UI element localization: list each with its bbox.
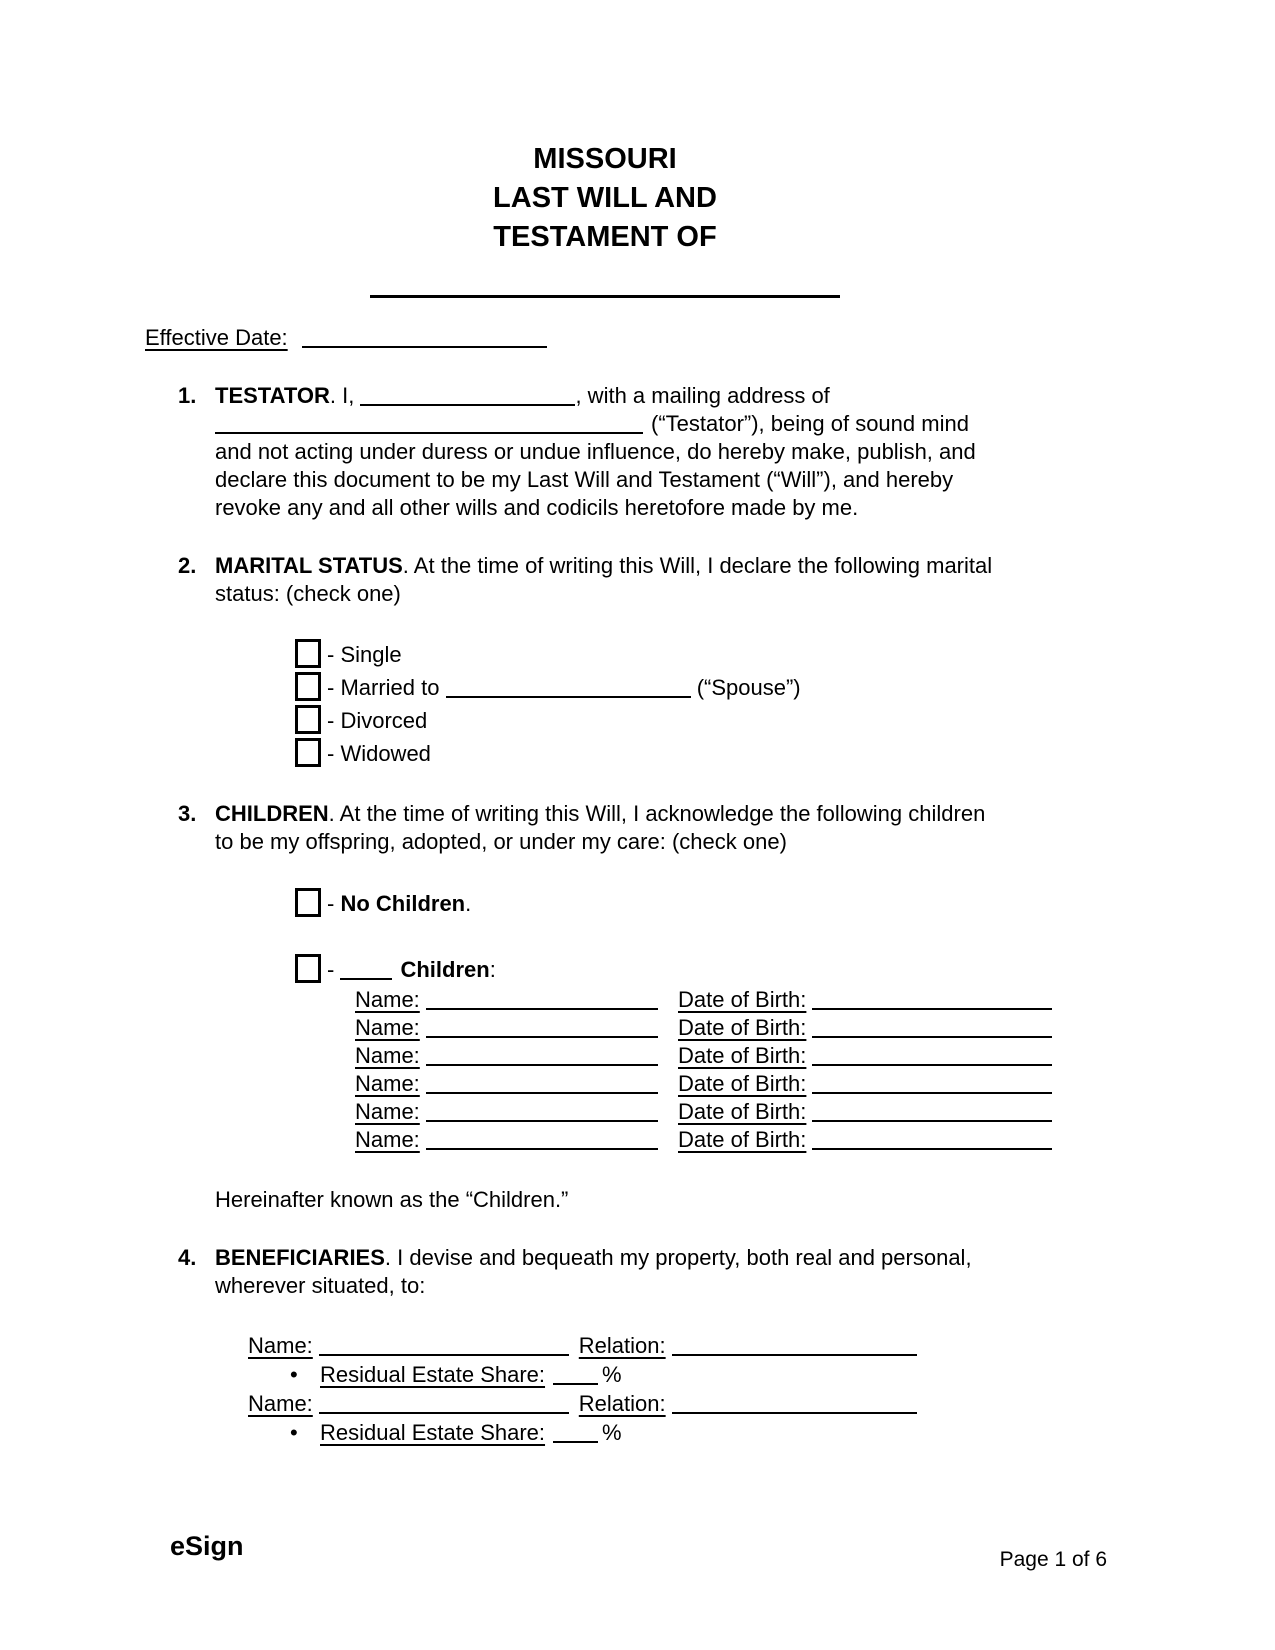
single-checkbox[interactable]: [295, 639, 321, 668]
no-children-label: No Children: [340, 891, 466, 916]
residual-share-label: Residual Estate Share:: [320, 1420, 546, 1445]
section-beneficiaries: [178, 1244, 1065, 1300]
spouse-name-blank-field[interactable]: [446, 677, 691, 698]
children-list: [355, 986, 1065, 1154]
beneficiary-name-label: Name:: [248, 1333, 313, 1358]
beneficiary-name-label: Name:: [248, 1391, 313, 1416]
beneficiary-relation-label: Relation:: [578, 1391, 666, 1416]
marital-option-divorced: [295, 704, 1065, 737]
child-dob-blank-field[interactable]: [812, 1045, 1052, 1066]
residual-share-blank-field[interactable]: [553, 1364, 598, 1385]
divorced-label: - Divorced: [327, 708, 428, 733]
children-text-2: to be my offspring, adopted, or under my care: (check one): [215, 829, 787, 854]
testator-name-blank-field[interactable]: [360, 385, 575, 406]
child-row: [355, 1014, 1065, 1042]
children-count-blank-field[interactable]: [340, 959, 392, 980]
bullet-icon: •: [290, 1362, 298, 1387]
marital-text-1: . At the time of writing this Will, I declare the following marital: [402, 553, 993, 578]
child-row: [355, 1070, 1065, 1098]
child-name-blank-field[interactable]: [426, 989, 658, 1010]
has-children-checkbox[interactable]: [295, 954, 321, 983]
child-dob-label: Date of Birth:: [678, 1071, 807, 1096]
no-children-option: [295, 888, 1065, 918]
married-checkbox[interactable]: [295, 672, 321, 701]
section-marital-heading: MARITAL STATUS: [215, 553, 403, 578]
testator-text-2: (“Testator”), being of sound mind: [651, 411, 969, 436]
page-number: Page 1 of 6: [999, 1548, 1107, 1571]
section-testator-heading: TESTATOR: [215, 383, 330, 408]
beneficiaries-text-1: . I devise and bequeath my property, both real and personal,: [384, 1245, 972, 1270]
section-beneficiaries-body: [215, 1244, 1065, 1300]
marital-status-options: [295, 638, 1065, 770]
testator-text-5: revoke any and all other wills and codicils heretofore made by me.: [215, 495, 859, 520]
child-row: [355, 1098, 1065, 1126]
residual-share-blank-field[interactable]: [553, 1422, 598, 1443]
child-name-blank-field[interactable]: [426, 1073, 658, 1094]
beneficiary-row: [248, 1332, 1065, 1361]
testator-text-1b: , with a mailing address of: [575, 383, 830, 408]
section-number: 1.: [178, 383, 197, 408]
child-name-label: Name:: [355, 1099, 420, 1124]
child-name-label: Name:: [355, 987, 420, 1012]
beneficiaries-text-2: wherever situated, to:: [215, 1273, 426, 1298]
marital-text-2: status: (check one): [215, 581, 401, 606]
has-children-label: Children: [400, 957, 490, 982]
child-name-label: Name:: [355, 1015, 420, 1040]
residual-share-label: Residual Estate Share:: [320, 1362, 546, 1387]
beneficiary-share-row: [290, 1361, 1065, 1390]
section-number: 3.: [178, 801, 197, 826]
section-number: 2.: [178, 553, 197, 578]
child-name-label: Name:: [355, 1071, 420, 1096]
title-line-1: MISSOURI: [533, 143, 677, 175]
section-marital-body: [215, 552, 1065, 608]
esign-logo: eSign: [170, 1531, 244, 1561]
no-children-dash: -: [327, 891, 341, 916]
section-beneficiaries-heading: BENEFICIARIES: [215, 1245, 385, 1270]
beneficiary-name-blank-field[interactable]: [319, 1335, 569, 1356]
child-name-label: Name:: [355, 1127, 420, 1152]
bullet-icon: •: [290, 1420, 298, 1445]
percent-sign: %: [602, 1420, 622, 1445]
has-children-dash: -: [327, 957, 341, 982]
beneficiary-name-blank-field[interactable]: [319, 1393, 569, 1414]
title-line-2: LAST WILL AND: [493, 182, 717, 214]
percent-sign: %: [602, 1362, 622, 1387]
section-testator-body: [215, 382, 1065, 522]
testator-name-blank-line[interactable]: [370, 295, 840, 298]
child-dob-blank-field[interactable]: [812, 1017, 1052, 1038]
marital-option-married: [295, 671, 1065, 704]
child-dob-label: Date of Birth:: [678, 1127, 807, 1152]
testator-text-4: declare this document to be my Last Will and Testament (“Will”), and hereby: [215, 467, 954, 492]
section-number: 4.: [178, 1245, 197, 1270]
beneficiary-row: [248, 1390, 1065, 1419]
child-dob-label: Date of Birth:: [678, 1099, 807, 1124]
document-title: [145, 140, 1065, 257]
beneficiary-relation-blank-field[interactable]: [672, 1393, 917, 1414]
testator-text-1a: . I,: [329, 383, 361, 408]
child-name-blank-field[interactable]: [426, 1101, 658, 1122]
divorced-checkbox[interactable]: [295, 705, 321, 734]
child-row: [355, 1042, 1065, 1070]
has-children-option: [295, 954, 1065, 984]
child-dob-blank-field[interactable]: [812, 1101, 1052, 1122]
beneficiary-relation-label: Relation:: [578, 1333, 666, 1358]
section-children-heading: CHILDREN: [215, 801, 329, 826]
beneficiary-share-row: [290, 1419, 1065, 1448]
child-name-blank-field[interactable]: [426, 1045, 658, 1066]
no-children-checkbox[interactable]: [295, 888, 321, 917]
beneficiary-relation-blank-field[interactable]: [672, 1335, 917, 1356]
child-row: [355, 986, 1065, 1014]
section-marital-status: [178, 552, 1065, 608]
widowed-checkbox[interactable]: [295, 738, 321, 767]
child-dob-blank-field[interactable]: [812, 989, 1052, 1010]
section-children-body: [215, 800, 1065, 856]
section-children: [178, 800, 1065, 856]
married-label-pre: - Married to: [327, 675, 446, 700]
widowed-label: - Widowed: [327, 741, 431, 766]
child-dob-blank-field[interactable]: [812, 1073, 1052, 1094]
child-dob-label: Date of Birth:: [678, 1015, 807, 1040]
beneficiaries-list: [248, 1332, 1065, 1448]
single-label: - Single: [327, 642, 402, 667]
section-testator: [178, 382, 1065, 522]
effective-date-row: [145, 324, 1065, 352]
no-children-period: .: [465, 891, 472, 916]
child-name-blank-field[interactable]: [426, 1017, 658, 1038]
marital-option-single: [295, 638, 1065, 671]
title-line-3: TESTAMENT OF: [493, 221, 717, 253]
child-name-label: Name:: [355, 1043, 420, 1068]
child-name-blank-field[interactable]: [426, 1129, 658, 1150]
child-dob-blank-field[interactable]: [812, 1129, 1052, 1150]
married-label-post: (“Spouse”): [690, 675, 801, 700]
has-children-colon: :: [489, 957, 496, 982]
child-dob-label: Date of Birth:: [678, 987, 807, 1012]
child-row: [355, 1126, 1065, 1154]
children-text-1: . At the time of writing this Will, I acknowledge the following children: [328, 801, 986, 826]
child-dob-label: Date of Birth:: [678, 1043, 807, 1068]
testator-address-blank-field[interactable]: [215, 413, 643, 434]
effective-date-blank-field[interactable]: [302, 327, 547, 348]
effective-date-label: Effective Date:: [145, 325, 288, 350]
marital-option-widowed: [295, 737, 1065, 770]
testator-text-3: and not acting under duress or undue influence, do hereby make, publish, and: [215, 439, 976, 464]
hereinafter-note: Hereinafter known as the “Children.”: [215, 1187, 569, 1212]
